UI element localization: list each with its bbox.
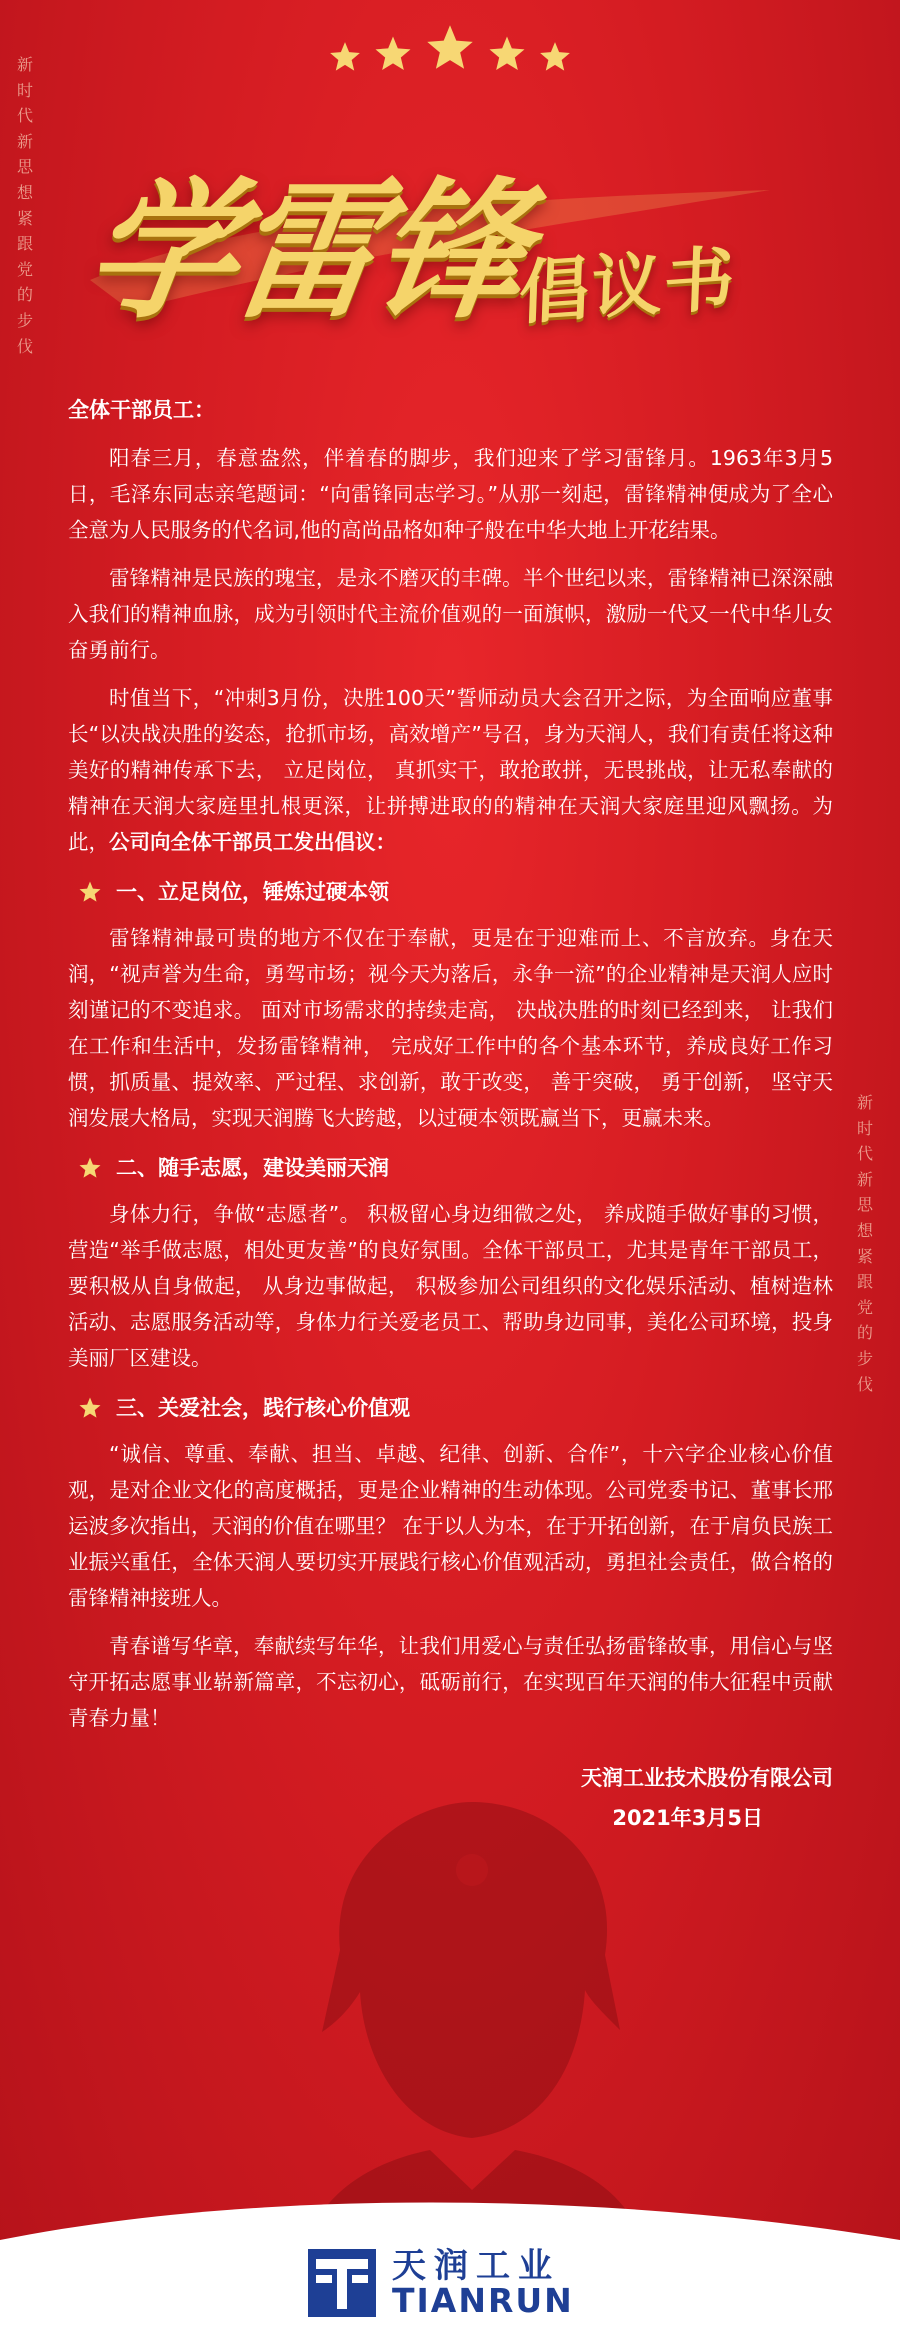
section-heading-1 bbox=[78, 874, 833, 910]
call-text: 时值当下，“冲刺3月份，决胜100天”誓师动员大会召开之际，为全面响应董事长“以决战决胜的姿态，抢抓市场，高效增产”号召，身为天润人，我们有责任将这种美好的精神传承下去， 立足岗位， 真抓实干，敢抢敢拼，无畏挑战，让无私奉献的精神在天润大家庭里扎根更深，让拼搏进取的的精神在天润大家庭里迎风飘扬。为此， bbox=[68, 686, 833, 854]
call-emphasis: 公司向全体干部员工发出倡议： bbox=[109, 830, 396, 854]
tianrun-logo bbox=[308, 2248, 574, 2318]
signature-date: 2021年3月5日 bbox=[612, 1806, 763, 1830]
paragraph-call bbox=[68, 680, 833, 860]
star-row bbox=[0, 22, 900, 74]
logo-text-en: TIANRUN bbox=[392, 2281, 574, 2320]
signature-company: 天润工业技术股份有限公司 bbox=[581, 1766, 833, 1790]
section-heading-text: 一、立足岗位，锤炼过硬本领 bbox=[116, 880, 389, 904]
lei-feng-portrait-silhouette bbox=[260, 1770, 680, 2270]
section-body-1: 雷锋精神最可贵的地方不仅在于奉献，更是在于迎难而上、不言放弃。身在天润，“视声誉为生命，勇驾市场；视今天为落后，永争一流”的企业精神是天润人应时刻谨记的不变追求。 面对市场需求的持续走高， 决战决胜的时刻已经到来， 让我们在工作和生活中，发扬雷锋精神， 完成好工作中的各个基本环节，养成良好工作习惯，抓质量、提效率、严过程、求创新，敢于改变， 善于突破， 勇于创新， 坚守天润发展大格局，实现天润腾飞大跨越，以过硬本领既赢当下，更赢未来。 bbox=[68, 926, 833, 1130]
title-main: 学雷锋 bbox=[75, 163, 533, 339]
section-heading-2 bbox=[78, 1150, 833, 1186]
star-bullet-icon bbox=[78, 1396, 102, 1420]
letter-body bbox=[68, 392, 833, 1838]
star-icon bbox=[487, 34, 527, 74]
logo-text bbox=[392, 2248, 574, 2318]
star-icon bbox=[538, 40, 572, 74]
salutation: 全体干部员工： bbox=[68, 398, 215, 422]
side-slogan-right: 新时代新思想紧跟党的步伐 bbox=[856, 1093, 873, 1394]
star-icon bbox=[373, 34, 413, 74]
title-sub: 倡议书 bbox=[517, 236, 738, 335]
tianrun-logo-icon bbox=[308, 2249, 376, 2317]
star-bullet-icon bbox=[78, 1156, 102, 1180]
paragraph-closing: 青春谱写华章，奉献续写年华，让我们用爱心与责任弘扬雷锋故事，用信心与坚守开拓志愿事业崭新篇章，不忘初心，砥砺前行，在实现百年天润的伟大征程中贡献青春力量！ bbox=[68, 1634, 833, 1730]
side-slogan-left: 新时代新思想紧跟党的步伐 bbox=[16, 55, 33, 356]
section-heading-text: 三、关爱社会，践行核心价值观 bbox=[116, 1396, 410, 1420]
logo-text-cn: 天润工业 bbox=[392, 2246, 560, 2286]
section-body-2: 身体力行，争做“志愿者”。 积极留心身边细微之处， 养成随手做好事的习惯，营造“举手做志愿，相处更友善”的良好氛围。全体干部员工，尤其是青年干部员工，要积极从自身做起， 从身边事做起， 积极参加公司组织的文化娱乐活动、植树造林活动、志愿服务活动等，身体力行关爱老员工、帮助身边同事，美化公司环境，投身美丽厂区建设。 bbox=[68, 1202, 833, 1370]
star-icon bbox=[328, 40, 362, 74]
star-icon bbox=[424, 22, 476, 74]
paragraph-spirit: 雷锋精神是民族的瑰宝，是永不磨灭的丰碑。半个世纪以来，雷锋精神已深深融入我们的精神血脉，成为引领时代主流价值观的一面旗帜，激励一代又一代中华儿女奋勇前行。 bbox=[68, 566, 833, 662]
section-heading-3 bbox=[78, 1390, 833, 1426]
section-body-3: “诚信、尊重、奉献、担当、卓越、纪律、创新、合作”，十六字企业核心价值观，是对企业文化的高度概括，更是企业精神的生动体现。公司党委书记、董事长邢运波多次指出，天润的价值在哪里？ 在于以人为本，在于开拓创新，在于肩负民族工业振兴重任，全体天润人要切实开展践行核心价值观活动，勇担社会责任，做合格的雷锋精神接班人。 bbox=[68, 1442, 834, 1610]
paragraph-intro: 阳春三月，春意盎然，伴着春的脚步，我们迎来了学习雷锋月。1963年3月5日，毛泽东同志亲笔题词：“向雷锋同志学习。”从那一刻起，雷锋精神便成为了全心全意为人民服务的代名词,他的高尚品格如种子般在中华大地上开花结果。 bbox=[68, 446, 833, 542]
headline bbox=[0, 90, 900, 350]
section-heading-text: 二、随手志愿，建设美丽天润 bbox=[116, 1156, 389, 1180]
star-bullet-icon bbox=[78, 880, 102, 904]
